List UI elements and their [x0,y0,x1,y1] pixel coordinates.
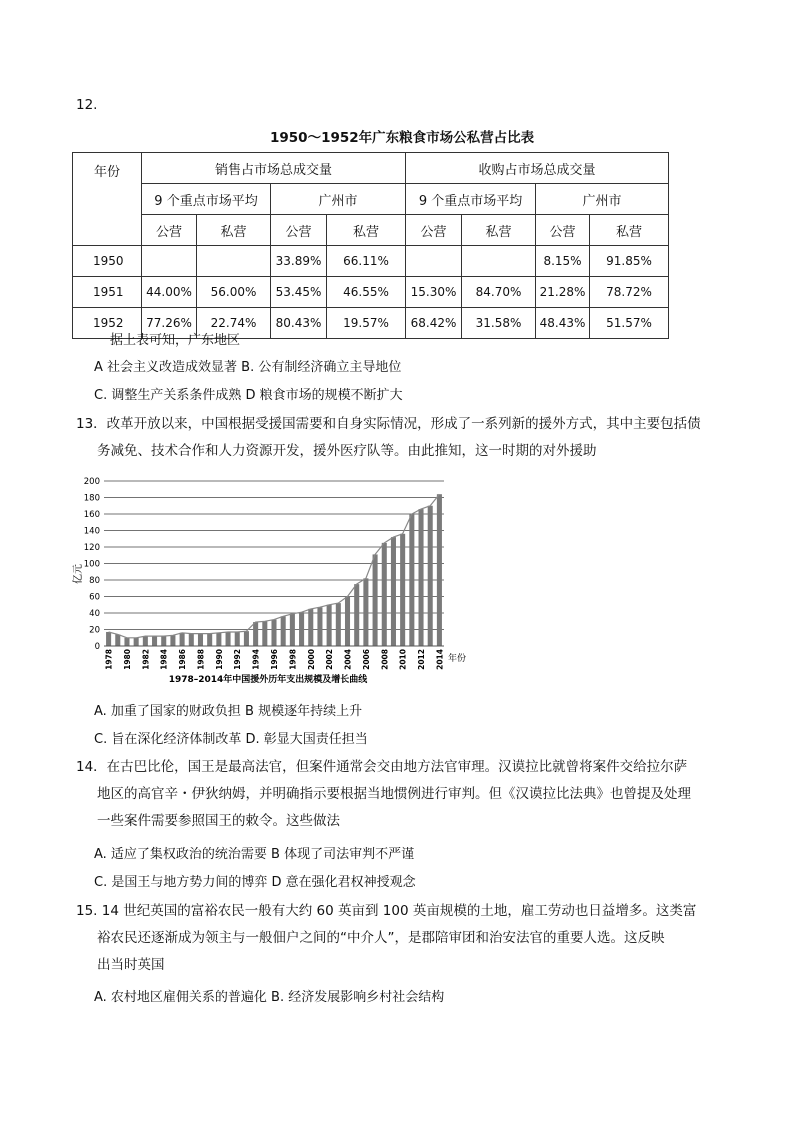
x-tick-label: 2006 [361,649,371,670]
bar [428,506,433,646]
bar [253,622,258,646]
question-12-options-cd: C. 调整生产关系条件成熟 D 粮食市场的规模不断扩大 [94,388,403,403]
bar [317,607,322,646]
y-tick-label: 180 [83,493,100,504]
bar [106,632,111,646]
bar [354,584,359,646]
y-tick-label: 80 [89,576,100,586]
cell: 8.15% [536,246,590,277]
cell: 78.72% [590,277,669,308]
question-15-text: 15. 14 世纪英国的富裕农民一般有大约 60 英亩到 100 英亩规模的土地，雇工劳动也日益增多。这类富 [76,903,697,919]
header-purchase-avg: 9 个重点市场平均 [406,184,536,215]
x-tick-label: 2000 [306,649,316,670]
growth-curve [109,494,440,638]
grain-market-table [72,152,669,339]
bar [115,634,120,646]
question-14-options-cd: C. 是国王与地方势力间的博弈 D 意在强化君权神授观念 [94,875,416,890]
header-public: 公营 [406,215,462,246]
row-year: 1952 [73,308,142,339]
cell: 19.57% [327,308,406,339]
y-tick-label: 40 [89,609,100,619]
bar [290,614,295,646]
question-14-options-ab: A. 适应了集权政治的统治需要 B 体现了司法审判不严谨 [94,847,415,862]
y-tick-label: 160 [83,510,100,520]
question-15-text: 出当时英国 [97,957,165,973]
x-tick-label: 1998 [288,649,298,670]
header-public: 公营 [536,215,590,246]
chart-title: 1978–2014年中国援外历年支出规模及增长曲线 [168,675,368,685]
x-tick-label: 1994 [251,649,261,670]
header-private: 私营 [590,215,669,246]
table-row [73,277,669,308]
bar [382,543,387,646]
row-year: 1950 [73,246,142,277]
bar [152,636,157,646]
question-14-text: 一些案件需要参照国王的敕令。这些做法 [97,813,340,829]
cell: 44.00% [142,277,197,308]
cell: 77.26% [142,308,197,339]
question-15-text: 裕农民还逐渐成为领主与一般佃户之间的“中介人”，是郡陪审团和治安法官的重要人选。这反映 [97,930,665,946]
question-12-options-ab: A 社会主义改造成效显著 B. 公有制经济确立主导地位 [94,360,402,375]
cell: 31.58% [462,308,536,339]
bar [271,620,276,646]
question-14-text: 地区的高官辛・伊狄纳姆，并明确指示要根据当地惯例进行审判。但《汉谟拉比法典》也曾提及处理 [97,786,691,802]
bar [345,597,350,647]
cell: 80.43% [271,308,327,339]
cell: 91.85% [590,246,669,277]
bar [134,638,139,646]
header-private: 私营 [327,215,406,246]
bar [124,638,129,646]
header-public: 公营 [142,215,197,246]
cell [406,246,462,277]
question-13-text: 务减免、技术合作和人力资源开发，援外医疗队等。由此推知，这一时期的对外援助 [97,443,597,459]
header-sales-guangzhou: 广州市 [271,184,406,215]
bar [373,554,378,646]
bar [437,494,442,646]
table-row [73,246,669,277]
x-axis-label: 年份 [448,654,467,664]
x-tick-label: 1996 [270,649,279,670]
header-sales-avg: 9 个重点市场平均 [142,184,271,215]
header-sales: 销售占市场总成交量 [142,153,406,184]
bar [207,634,212,646]
x-tick-label: 1986 [178,649,188,670]
cell: 51.57% [590,308,669,339]
cell: 15.30% [406,277,462,308]
x-tick-label: 2010 [398,649,408,670]
question-13-options-cd: C. 旨在深化经济体制改革 D. 彰显大国责任担当 [94,732,368,747]
x-tick-label: 1984 [159,649,169,670]
header-public: 公营 [271,215,327,246]
x-tick-label: 1982 [141,649,151,670]
table-title: 1950～1952年广东粮食市场公私营占比表 [270,130,535,146]
bar [336,603,341,646]
x-tick-label: 1992 [233,649,243,670]
bar [198,634,203,646]
bar [391,537,396,646]
bar [235,632,240,646]
y-tick-label: 60 [89,592,100,603]
y-axis-label: 亿元 [73,564,84,584]
x-tick-label: 1988 [196,649,206,670]
x-tick-label: 1980 [122,649,132,670]
aid-expenditure-chart [68,466,468,696]
header-purchase: 收购占市场总成交量 [406,153,669,184]
bar [419,509,424,646]
y-tick-label: 200 [83,477,100,487]
y-tick-label: 0 [94,642,100,652]
bar [180,633,185,646]
cell [197,246,271,277]
bar [308,609,313,646]
cell: 68.42% [406,308,462,339]
cell [142,246,197,277]
bar [363,578,368,646]
y-tick-label: 100 [83,559,100,570]
bar [170,635,175,646]
cell: 84.70% [462,277,536,308]
bar [400,534,405,646]
bar [216,633,221,646]
x-tick-label: 2012 [417,649,427,670]
bar [409,514,414,646]
x-tick-label: 2002 [325,649,335,670]
cell: 48.43% [536,308,590,339]
cell [462,246,536,277]
cell: 33.89% [271,246,327,277]
y-tick-label: 140 [83,526,100,537]
question-14-text: 14．在古巴比伦，国王是最高法官，但案件通常会交由地方法官审理。汉谟拉比就曾将案件交给拉尔萨 [76,759,688,775]
header-year: 年份 [73,153,142,246]
bar [244,631,249,646]
header-private: 私营 [197,215,271,246]
question-13-text: 13．改革开放以来，中国根据受援国需要和自身实际情况，形成了一系列新的援外方式，其中主要包括债 [76,416,701,432]
cell: 53.45% [271,277,327,308]
row-year: 1951 [73,277,142,308]
cell: 21.28% [536,277,590,308]
header-private: 私营 [462,215,536,246]
cell: 56.00% [197,277,271,308]
question-13-options-ab: A. 加重了国家的财政负担 B 规模逐年持续上升 [94,704,363,719]
cell: 46.55% [327,277,406,308]
x-tick-label: 2004 [343,649,353,670]
y-tick-label: 20 [89,625,100,636]
header-purchase-guangzhou: 广州市 [536,184,669,215]
question-12-stem: 据上表可知，广东地区 [110,333,241,348]
bar [262,621,267,646]
question-12-number: 12. [76,97,98,113]
bar [161,636,166,646]
x-tick-label: 2014 [435,649,445,670]
bar [281,616,286,646]
bar [143,636,148,646]
cell: 22.74% [197,308,271,339]
bar [299,612,304,646]
cell: 66.11% [327,246,406,277]
question-15-options-ab: A. 农村地区雇佣关系的普遍化 B. 经济发展影响乡村社会结构 [94,990,445,1005]
y-tick-label: 120 [83,543,100,553]
x-tick-label: 1978 [104,649,114,670]
x-tick-label: 1990 [214,649,224,670]
bar [226,632,231,646]
bar [327,605,332,646]
bar [189,634,194,646]
x-tick-label: 2008 [380,649,390,670]
